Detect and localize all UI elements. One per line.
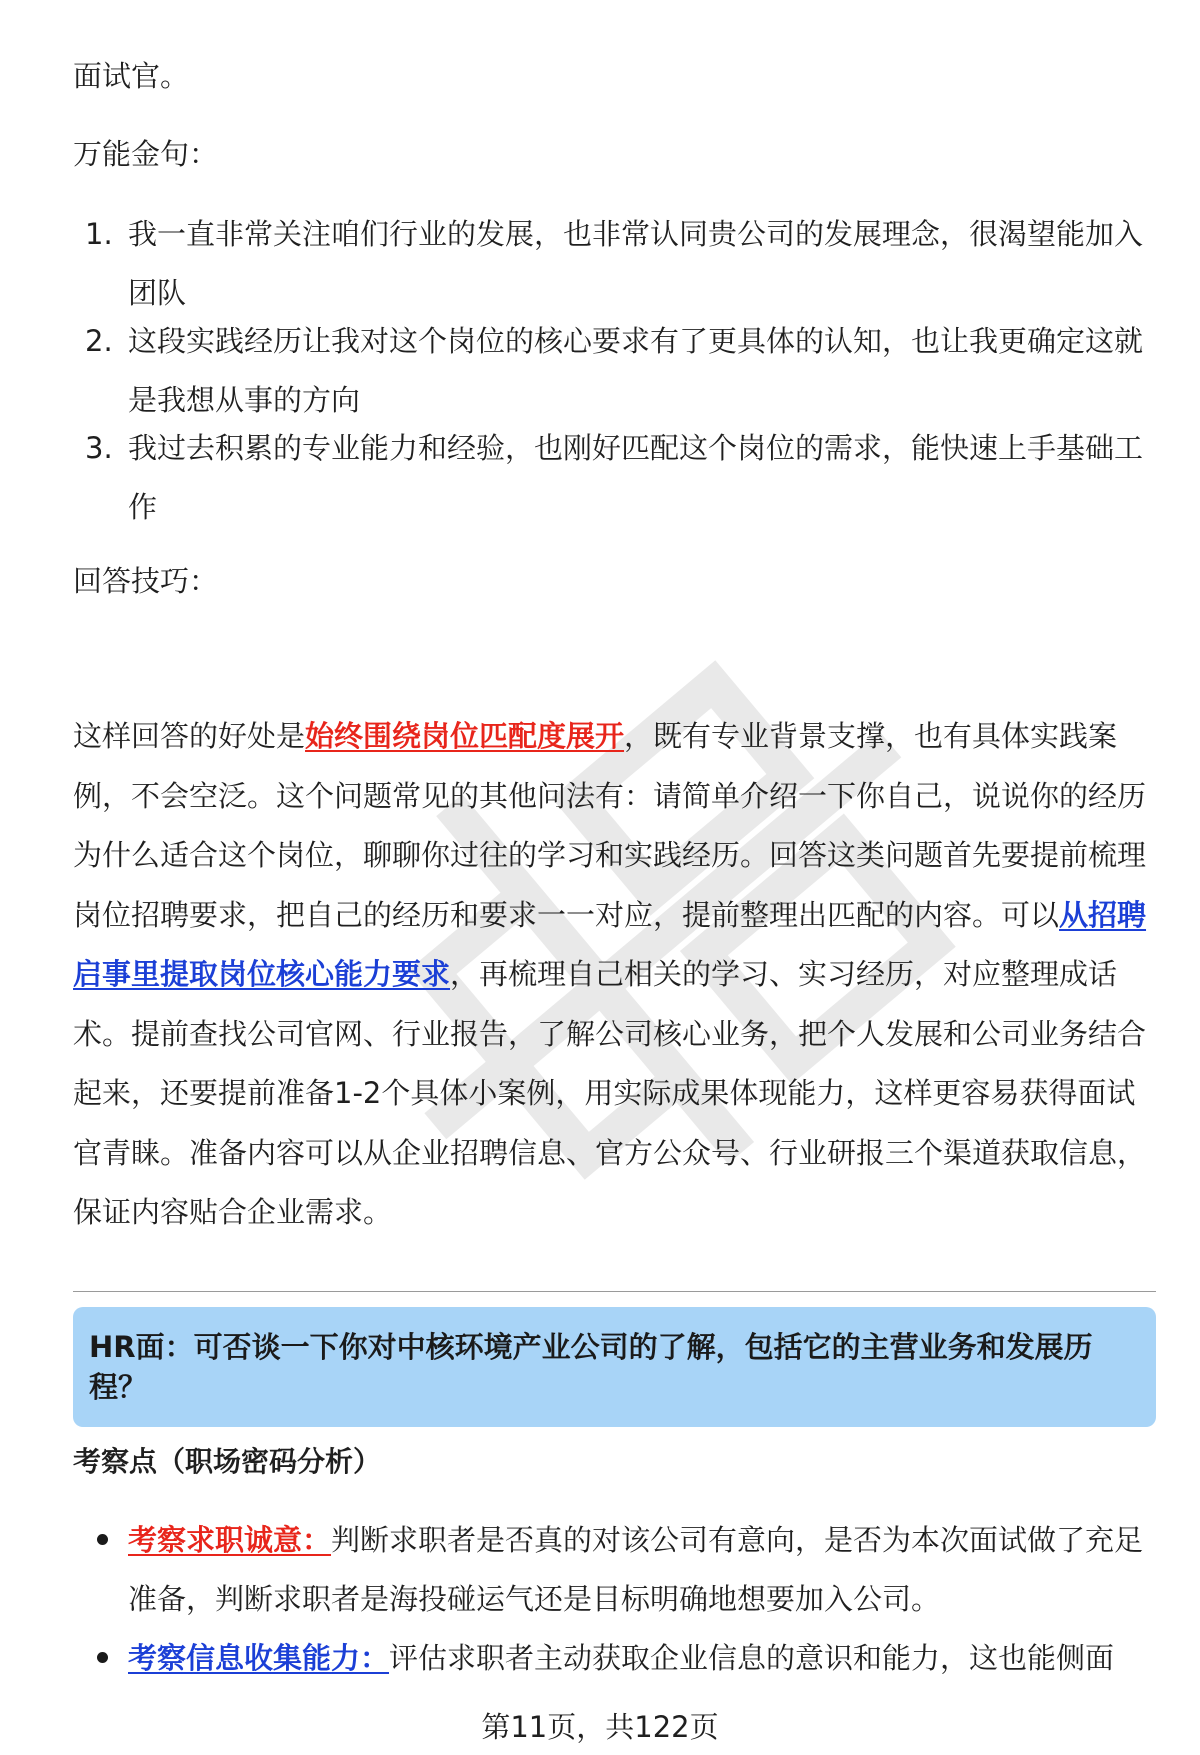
list-item-number: 1.	[85, 217, 113, 251]
intro-tail-text: 面试官。	[73, 59, 190, 93]
question-callout	[73, 1307, 1156, 1427]
list-item-text: 这段实践经历让我对这个岗位的核心要求有了更具体的认知，也让我更确定这就是我想从事的方向	[128, 324, 1144, 417]
bullet-dot	[97, 1534, 108, 1545]
golden-sentences-list	[73, 205, 1153, 526]
assessment-list	[73, 1511, 1153, 1679]
list-item-text: 我一直非常关注咱们行业的发展，也非常认同贵公司的发展理念，很渴望能加入团队	[128, 217, 1144, 310]
assessment-text: 评估求职者主动获取企业信息的意识和能力，这也能侧面	[389, 1641, 1115, 1675]
list-item-number: 2.	[85, 324, 113, 358]
list-item-number: 3.	[85, 431, 113, 465]
tips-text: ，再梳理自己相关的学习、实习经历，对应整理成话术。提前查找公司官网、行业报告，了解公司核心业务，把个人发展和公司业务结合起来，还要提前准备1-2个具体小案例，用实际成果体现能力，这样更容易获得面试官青睐。准备内容可以从企业招聘信息、官方公众号、行业研报三个渠道获取信息，保证内容贴合企业需求。	[73, 957, 1147, 1229]
highlight-blue: 从招聘启事里提取岗位核心能力要求	[73, 897, 1147, 991]
question-text: HR面：可否谈一下你对中核环境产业公司的了解，包括它的主营业务和发展历程？	[89, 1330, 1093, 1404]
list-item	[73, 419, 1153, 526]
assessment-label: 考察信息收集能力：	[128, 1641, 390, 1675]
list-item	[73, 312, 1153, 419]
tips-text: 这样回答的好处是	[73, 719, 306, 753]
section-divider	[73, 1291, 1156, 1292]
bullet-dot	[97, 1652, 108, 1663]
assessment-title: 考察点（职场密码分析）	[73, 1445, 382, 1478]
list-item	[73, 205, 1153, 312]
golden-sentences-title: 万能金句：	[73, 137, 219, 171]
assessment-text: 判断求职者是否真的对该公司有意向，是否为本次面试做了充足准备，判断求职者是海投碰运气还是目标明确地想要加入公司。	[128, 1523, 1144, 1616]
answer-tips-title: 回答技巧：	[73, 564, 219, 598]
list-item-text: 我过去积累的专业能力和经验，也刚好匹配这个岗位的需求，能快速上手基础工作	[128, 431, 1144, 524]
highlight-red: 始终围绕岗位匹配度展开	[305, 719, 625, 753]
assessment-label: 考察求职诚意：	[128, 1523, 332, 1557]
answer-tips-paragraph	[73, 707, 1148, 1243]
page-footer: 第11页，共122页	[481, 1710, 719, 1744]
list-item	[73, 1629, 1153, 1679]
list-item	[73, 1511, 1153, 1629]
tips-text: ，既有专业背景支撑，也有具体实践案例，不会空泛。这个问题常见的其他问法有：请简单介绍一下你自己，说说你的经历为什么适合这个岗位，聊聊你过往的学习和实践经历。回答这类问题首先要提前梳理岗位招聘要求，把自己的经历和要求一一对应，提前整理出匹配的内容。可以	[73, 719, 1147, 932]
